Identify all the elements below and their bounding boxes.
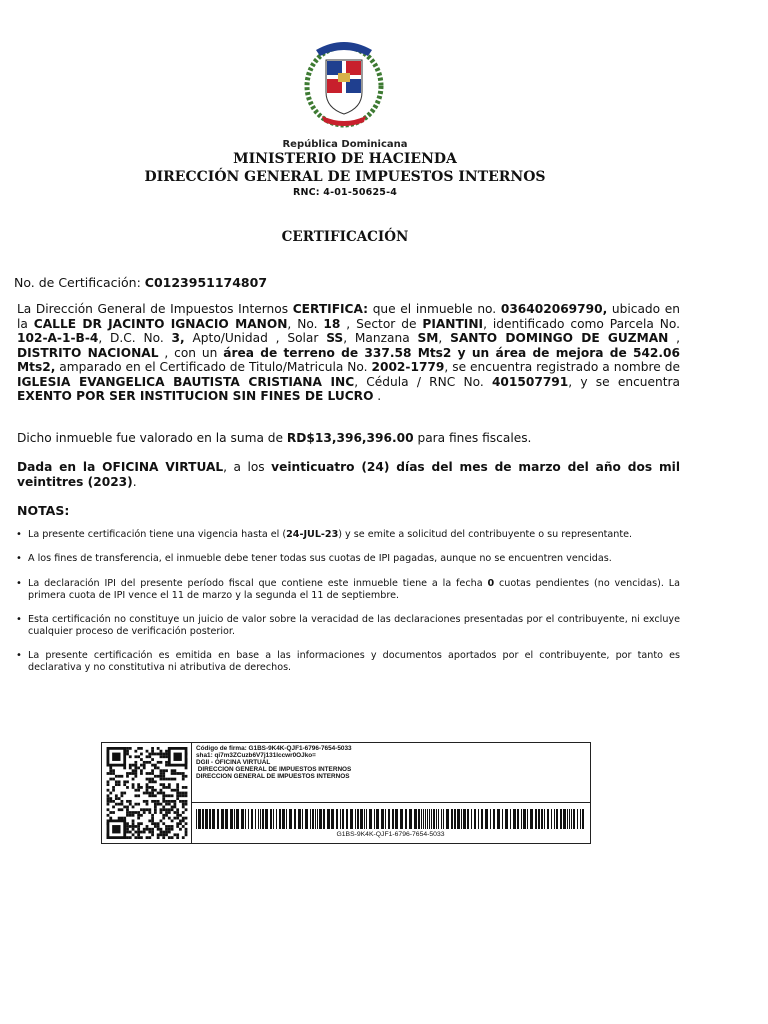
signature-hash: sha1: qi7m3ZCuzb6V7j131lccwr0OJko= [196, 752, 316, 759]
header-country: República Dominicana [282, 139, 408, 150]
notes-list [16, 529, 680, 686]
notes-heading: NOTAS: [17, 503, 70, 518]
signature-agency: DIRECCION GENERAL DE IMPUESTOS INTERNOS [196, 766, 352, 773]
header-rnc: RNC: 4-01-50625-4 [292, 187, 398, 198]
valuation-paragraph: Dicho inmueble fue valorado en la suma de RD$13,396,396.00 para fines fiscales. [17, 431, 532, 445]
issuance-paragraph: Dada en la OFICINA VIRTUAL, a los veinticuatro (24) días del mes de marzo del año dos mil veintitres (2023). [17, 460, 680, 489]
certificate-number: C0123951174807 [144, 275, 268, 290]
note-item: • La declaración IPI del presente período fiscal que contiene este inmueble tiene a la fecha 0 cuotas pendientes (no vencidas). La primera cuota de IPI vence el 11 de marzo y la segunda el 11 de septiembre. [16, 578, 680, 602]
header-agency: DIRECCIÓN GENERAL DE IMPUESTOS INTERNOS [144, 169, 546, 185]
signature-code: Código de firma: G1BS-9K4K-QJF1-6796-7654-5033 [196, 745, 352, 752]
signature-box-divider [191, 743, 192, 843]
signature-details [196, 745, 586, 780]
barcode-text: G1BS-9K4K-QJF1-6796-7654-5033 [336, 831, 445, 838]
barcode [196, 809, 584, 829]
digital-signature-box [101, 742, 591, 844]
header-ministry: MINISTERIO DE HACIENDA [233, 151, 457, 167]
qr-code[interactable] [106, 747, 188, 839]
note-item: • La presente certificación tiene una vigencia hasta el (24-JUL-23) y se emite a solicitud del contribuyente o su representante. [16, 529, 680, 541]
note-item: • La presente certificación es emitida en base a las informaciones y documentos aportados por el contribuyente, por tanto es declarativa y no constitutiva ni atributiva de derechos. [16, 650, 680, 674]
certificate-number-line [14, 275, 267, 290]
document-title: CERTIFICACIÓN [281, 229, 409, 245]
signature-origin: DGII - OFICINA VIRTUAL [196, 759, 271, 766]
certification-paragraph: La Dirección General de Impuestos Internos CERTIFICA: que el inmueble no. 036402069790, ubicado en la CALLE DR JACINTO IGNACIO MANON, No. 18 , Sector de PIANTINI, identificado como Parcela No. 102-A-1-B-4, D.C. No. 3, Apto/Unidad , Solar SS, Manzana SM, SANTO DOMINGO DE GUZMAN , DISTRITO NACIONAL , con un área de terreno de 337.58 Mts2 y un área de mejora de 542.06 Mts2, amparado en el Certificado de Titulo/Matricula No. 2002-1779, se encuentra registrado a nombre de IGLESIA EVANGELICA BAUTISTA CRISTIANA INC, Cédula / RNC No. 401507791, y se encuentra EXENTO POR SER INSTITUCION SIN FINES DE LUCRO . [17, 302, 681, 403]
note-item: • A los fines de transferencia, el inmueble debe tener todas sus cuotas de IPI pagadas, aunque no se encuentren vencidas. [16, 553, 680, 565]
signature-agency: DIRECCION GENERAL DE IMPUESTOS INTERNOS [196, 773, 350, 780]
coat-of-arms-seal [302, 36, 386, 128]
note-item: • Esta certificación no constituye un juicio de valor sobre la veracidad de las declaraciones presentadas por el contribuyente, ni excluye cualquier proceso de verificación posterior. [16, 614, 680, 638]
certificate-number-label: No. de Certificación: [14, 275, 141, 290]
signature-box-divider [191, 802, 590, 803]
